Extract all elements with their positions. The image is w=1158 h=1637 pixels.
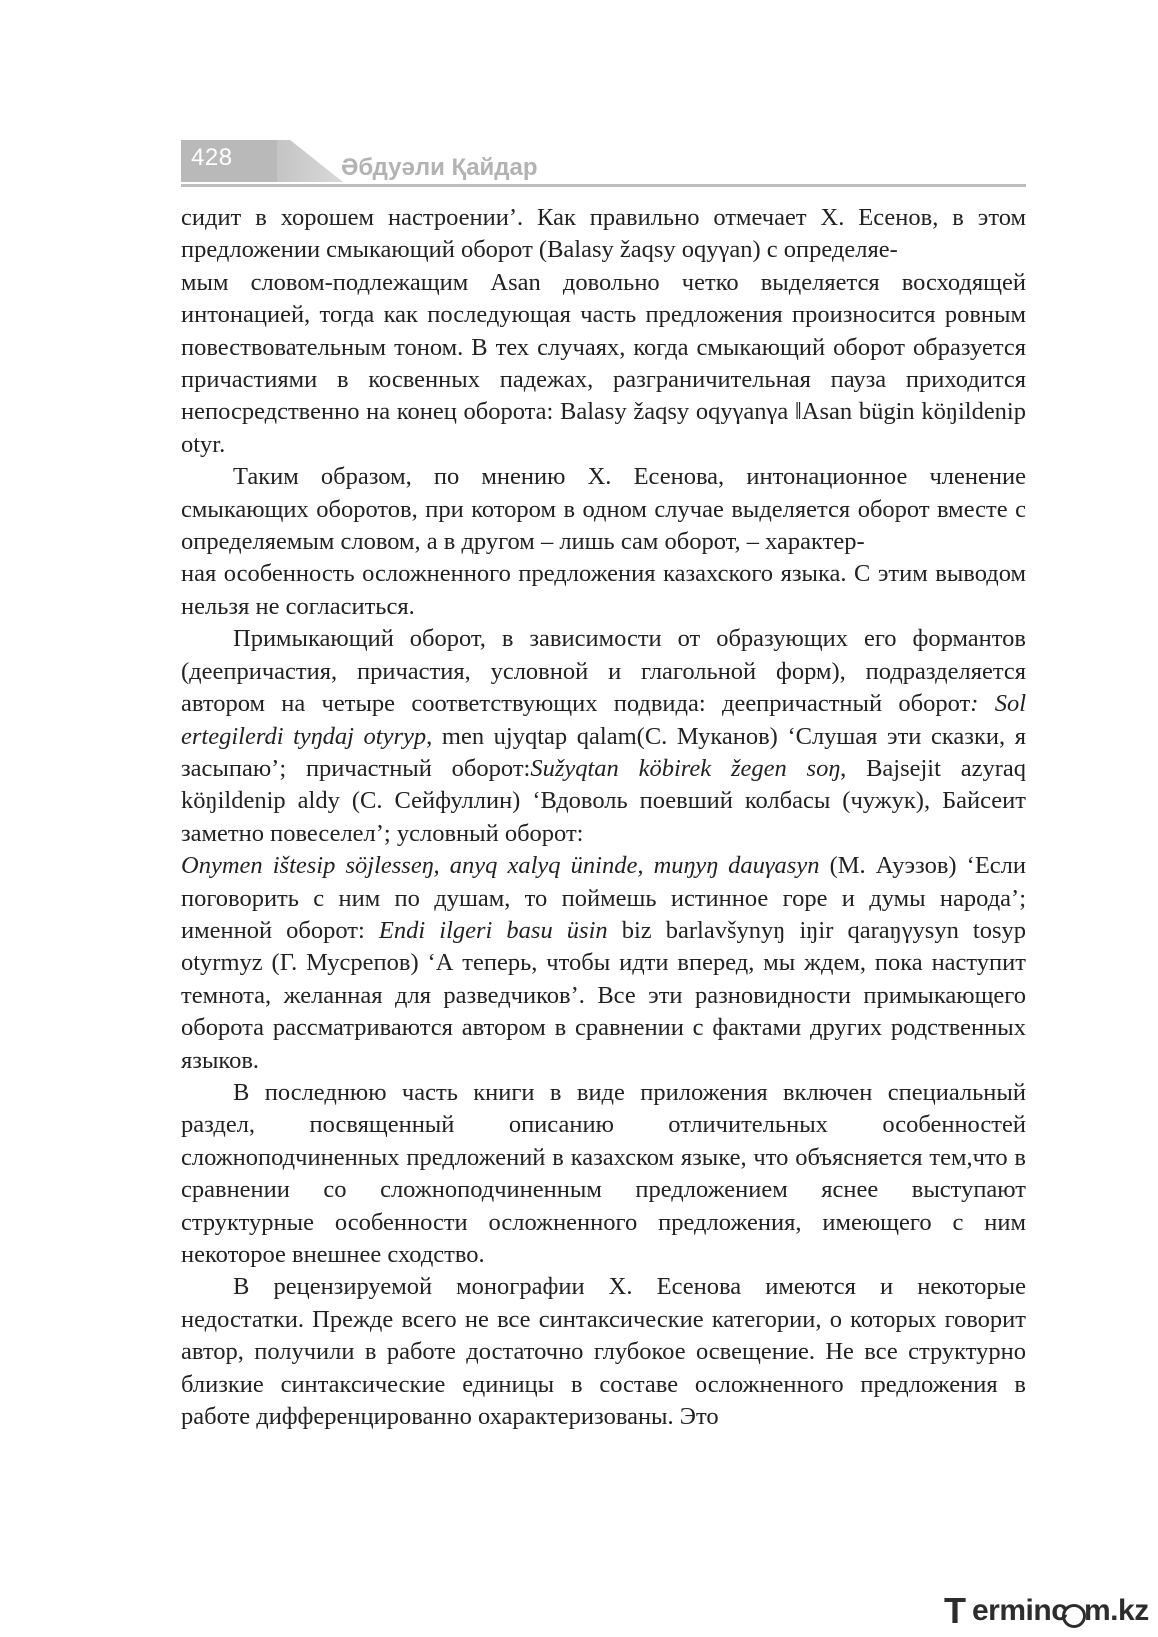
- logo-letter-t: T: [944, 1590, 966, 1631]
- paragraph: Таким образом, по мнению Х. Есенова, интонационное членение смыкающих оборотов, при котором в одном случае выделяется оборот вместе с определяемым словом, а в другом – лишь сам оборот, – характер- ная особенность осложненного предложения казахского языка. С этим выводом нельзя не согласиться.: [181, 463, 1026, 620]
- paragraph: В последнюю часть книги в виде приложения включен специальный раздел, посвященный описанию отличительных особенностей сложноподчиненных предложений в казахском языке, что объясняется тем,что в сравнении со сложноподчиненным предложением яснее выступают структурные особенности осложненного предложения, имеющего с ним некоторое внешнее сходство.: [181, 1078, 1026, 1268]
- header-rule: [181, 184, 1026, 187]
- page-header: [181, 140, 1026, 190]
- paragraph: Примыкающий оборот, в зависимости от образующих его формантов (деепричастия, причастия, условной и глагольной форм), подразделяется автором на четыре соответствующих подвида: деепричастный оборот: Sol ertegilerdi tyŋdaj otyryp, men ujyqtap qalam(С. Муканов) ‘Слушая эти сказки, я засыпаю’; причастный оборот:Sužyqtan kӧbirek žegen soŋ, Bajsejit azyraq köŋildenip aldy (С. Сейфуллин) ‘Вдоволь поевший колбасы (чужук), Байсеит заметно повеселел’; условный оборот: Onymen ištesip sӧjlesseŋ, anyq xalyq üninde, muŋyŋ dauγasyn (М. Ауэзов) ‘Если поговорить с ним по душам, то поймешь истинное горе и думы народа’; именной оборот: Endi ilgeri basu üsin biz barlavšynyŋ iŋir qaraŋγysyn tosyp otyrmyz (Г. Мусрепов) ‘А теперь, чтобы идти вперед, мы ждем, пока наступит темнота, желанная для разведчиков’. Все эти разновидности примыкающего оборота рассматриваются автором в сравнении с фактами других родственных языков.: [181, 625, 1027, 1074]
- logo-text-middle: erminc: [972, 1594, 1068, 1627]
- paragraph: В рецензируемой монографии Х. Есенова имеются и некоторые недостатки. Прежде всего не все синтаксические категории, о которых говорит автор, получили в работе достаточно глубокое освещение. Не все структурно близкие синтаксические единицы в составе осложненного предложения в работе дифференцированно охарактеризованы. Это: [181, 1273, 1026, 1431]
- logo-text-tail: m.kz: [1084, 1594, 1149, 1627]
- site-logo: [944, 1586, 1149, 1631]
- body-text: [181, 202, 1026, 1433]
- running-head: Әбдуәли Қайдар: [341, 154, 538, 181]
- logo-magnifier-icon: [1062, 1604, 1086, 1628]
- paragraph: сидит в хорошем настроении’. Как правильно отмечает Х. Есенов, в этом предложении смыкающий оборот (Balasy žaqsy oqyγan) с определяе- мым словом-подлежащим Asan довольно четко выделяется восходящей интонацией, тогда как последующая часть предложения произносится ровным повествовательным тоном. В тех случаях, когда смыкающий оборот образуется причастиями в косвенных падежах, разграничительная пауза приходится непосредственно на конец оборота: Balasy žaqsy oqyγanγa ǁAsan bügin köŋildenip otyr.: [181, 204, 1026, 458]
- page-number: 428: [191, 144, 233, 171]
- header-wedge: [277, 140, 343, 182]
